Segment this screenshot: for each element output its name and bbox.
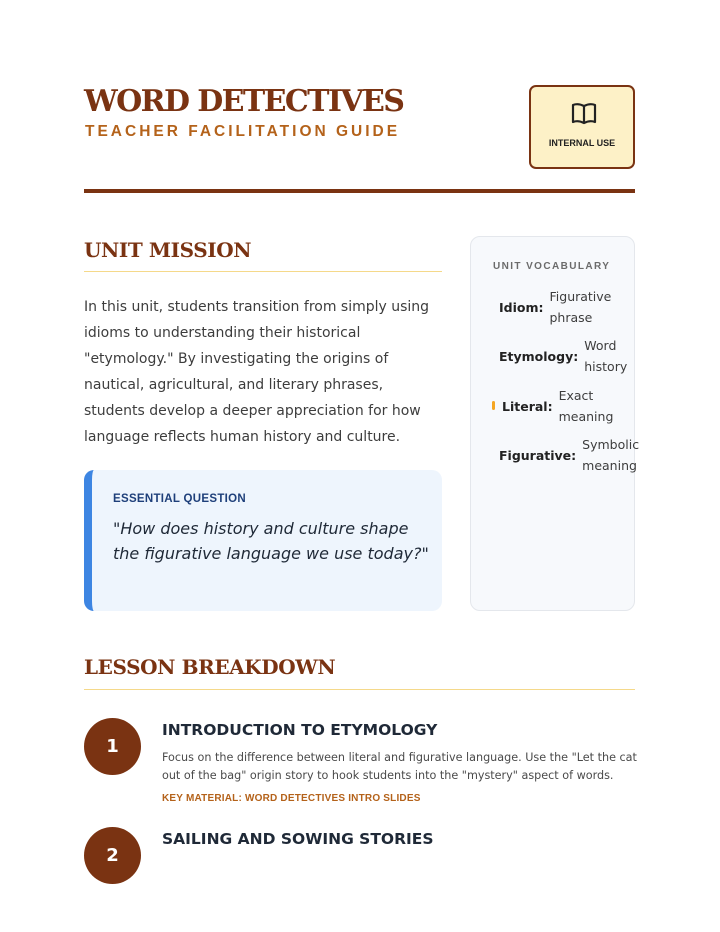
lesson-description: Focus on the difference between literal and figurative language. Use the "Let the cat out of the bag" origin story to hook students into the "mystery" aspect of words. [162, 751, 637, 782]
document-title: WORD DETECTIVES [84, 84, 404, 119]
vocab-definition: Symbolic meaning [582, 437, 640, 473]
lesson-title: INTRODUCTION TO ETYMOLOGY [162, 721, 438, 739]
internal-use-badge [529, 85, 635, 169]
vocab-highlight-mark [492, 401, 495, 410]
mission-paragraph: In this unit, students transition from simply using idioms to understanding their historical "etymology." By investigating the origins of nautical, agricultural, and literary phrases, students develop a deeper appreciation for how language reflects human history and culture. [84, 299, 430, 445]
vocab-definition: Word history [584, 338, 628, 374]
unit-mission-underline [84, 271, 442, 272]
header-divider [84, 189, 635, 193]
vocab-item-etymology [499, 336, 632, 376]
badge-label: INTERNAL USE [548, 138, 616, 148]
lesson-key-material: KEY MATERIAL: WORD DETECTIVES INTRO SLIDES [162, 793, 421, 804]
vocabulary-heading: UNIT VOCABULARY [493, 261, 611, 272]
vocab-term: Figurative: [499, 447, 577, 463]
vocab-definition: Exact meaning [558, 388, 614, 424]
vocab-item-literal [502, 386, 621, 426]
vocab-definition: Figurative phrase [549, 289, 612, 325]
lesson-number-badge: 1 [84, 718, 141, 775]
lesson-breakdown-heading: LESSON BREAKDOWN [84, 655, 336, 679]
vocab-item-idiom [499, 287, 620, 327]
lesson-number-badge: 2 [84, 827, 141, 884]
vocab-term: Literal: [502, 398, 553, 414]
lesson-breakdown-underline [84, 689, 635, 690]
document-subtitle: TEACHER FACILITATION GUIDE [85, 123, 401, 140]
vocab-term: Idiom: [499, 299, 544, 315]
vocab-term: Etymology: [499, 348, 579, 364]
unit-mission-heading: UNIT MISSION [84, 238, 252, 262]
essential-question-label: ESSENTIAL QUESTION [113, 493, 246, 505]
book-icon [570, 101, 598, 127]
lesson-title: SAILING AND SOWING STORIES [162, 830, 434, 848]
essential-question-text: "How does history and culture shape the figurative language we use today?" [113, 519, 429, 563]
vocabulary-card [470, 236, 640, 611]
essential-question-box [84, 470, 442, 611]
vocab-item-figurative [499, 435, 640, 475]
